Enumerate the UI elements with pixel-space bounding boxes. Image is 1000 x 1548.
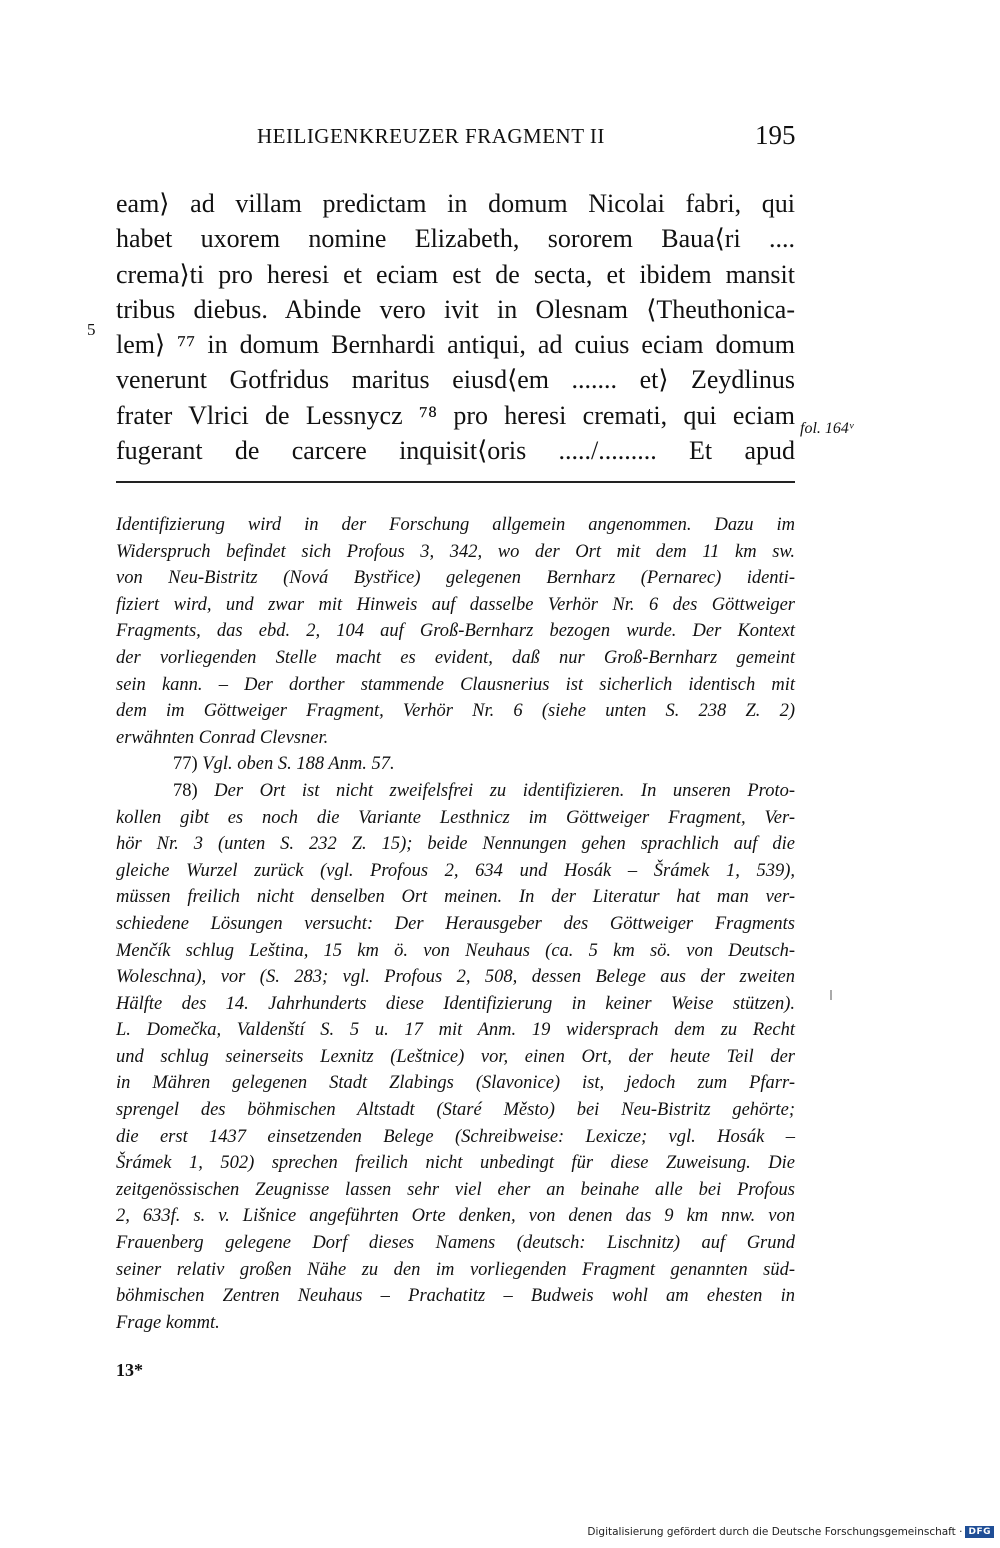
main-text-line: crema⟩ti pro heresi et eciam est de secta, et ibidem mansit: [116, 259, 795, 289]
footnote-line: dem im Göttweiger Fragment, Verhör Nr. 6 (siehe unten S. 238 Z. 2): [116, 701, 795, 722]
footnote-number: 77): [173, 754, 198, 775]
footnote-line: Identifizierung wird in der Forschung allgemein angenommen. Dazu im: [116, 515, 795, 535]
main-text-line: tribus diebus. Abinde vero ivit in Olesnam ⟨Theuthonica-: [116, 294, 795, 324]
footnote-line: Menčík schlug Leština, 15 km ö. von Neuhaus (ca. 5 km sö. von Deutsch-: [116, 940, 795, 961]
footnote-line: in Mähren gelegenen Stadt Zlabings (Slavonice) ist, jedoch zum Pfarr-: [116, 1073, 795, 1094]
main-text-line: frater Vlrici de Lessnycz ⁷⁸ pro heresi cremati, qui eciam: [116, 400, 795, 430]
footnote-line: gleiche Wurzel zurück (vgl. Profous 2, 634 und Hosák – Šrámek 1, 539),: [116, 860, 795, 881]
footer-credit: Digitalisierung gefördert durch die Deutsche Forschungsgemeinschaft ·: [587, 1526, 963, 1538]
signature-mark: 13*: [116, 1360, 143, 1380]
footnote-line: und schlug seinerseits Lexnitz (Leštnice) vor, einen Ort, der heute Teil der: [116, 1046, 795, 1067]
footnote-line: der vorliegenden Stelle macht es evident, daß nur Groß-Bernharz gemeint: [116, 647, 795, 668]
main-text-block: [116, 186, 795, 468]
footnote-line: Woleschna), vor (S. 283; vgl. Profous 2, 508, dessen Belege aus der zweiten: [116, 967, 795, 988]
footnote-text: Vgl. oben S. 188 Anm. 57.: [202, 754, 395, 775]
footnote-text: Der Ort ist nicht zweifelsfrei zu identifizieren. In unseren Proto-: [214, 780, 795, 801]
footnote-line: böhmischen Zentren Neuhaus – Prachatitz – Budweis wohl am ehesten in: [116, 1286, 795, 1307]
footnote-line: kollen gibt es noch die Variante Lesthnicz im Göttweiger Fragment, Ver-: [116, 807, 795, 828]
footnote-number: 78): [173, 780, 198, 801]
page-number: 195: [755, 120, 796, 150]
footnote-line: L. Domečka, Valdenští S. 5 u. 17 mit Anm. 19 widersprach dem zu Recht: [116, 1020, 795, 1041]
footnote-line: erwähnten Conrad Clevsner.: [116, 727, 329, 748]
folio-margin-note: fol. 164ᵛ: [800, 420, 854, 437]
footnote-line: zeitgenössischen Zeugnisse lassen sehr viel eher an beinahe alle bei Profous: [116, 1179, 795, 1200]
footnote-line: sein kann. – Der dorther stammende Clausnerius ist sicherlich identisch mit: [116, 674, 795, 695]
scan-speck: [830, 990, 832, 1000]
footnote-line: Widerspruch befindet sich Profous 3, 342, wo der Ort mit dem 11 km sw.: [116, 541, 795, 562]
footnote-line: schiedene Lösungen versucht: Der Herausgeber des Göttweiger Fragments: [116, 913, 795, 934]
footnote-line: hör Nr. 3 (unten S. 232 Z. 15); beide Nennungen gehen sprachlich auf die: [116, 834, 795, 855]
dfg-logo-icon: DFG: [965, 1526, 994, 1538]
line-number: 5: [87, 320, 96, 339]
footnote-line: die erst 1437 einsetzenden Belege (Schreibweise: Lexicze; vgl. Hosák –: [116, 1126, 795, 1147]
footnote-line: Hälfte des 14. Jahrhunderts diese Identifizierung in keiner Weise stützen).: [116, 993, 795, 1014]
footnote-separator: [116, 481, 795, 483]
footnote-line: Šrámek 1, 502) sprechen freilich nicht unbedingt für diese Zuweisung. Die: [116, 1153, 795, 1174]
footnote-line: Frauenberg gelegene Dorf dieses Namens (deutsch: Lischnitz) auf Grund: [116, 1233, 795, 1254]
footnote-line: Fragments, das ebd. 2, 104 auf Groß-Bernharz bezogen wurde. Der Kontext: [116, 621, 795, 642]
footnote-78-first-line: [116, 778, 795, 805]
running-head: HEILIGENKREUZER FRAGMENT II: [257, 124, 605, 148]
digitization-footer: [587, 1526, 994, 1538]
footnote-line: seiner relativ großen Nähe zu den im vorliegenden Fragment genannten süd-: [116, 1259, 795, 1280]
footnote-line: 2, 633f. s. v. Lišnice angeführten Orte denken, von denen das 9 km nnw. von: [116, 1206, 795, 1227]
footnote-line: fiziert wird, und zwar mit Hinweis auf dasselbe Verhör Nr. 6 des Göttweiger: [116, 594, 795, 615]
main-text-line: lem⟩ ⁷⁷ in domum Bernhardi antiqui, ad cuius eciam domum: [116, 330, 795, 360]
main-text-line: eam⟩ ad villam predictam in domum Nicolai fabri, qui: [116, 189, 795, 218]
main-text-line: habet uxorem nomine Elizabeth, sororem Baua⟨ri ....: [116, 224, 795, 254]
footnotes-block: [116, 512, 795, 1336]
main-text-line: fugerant de carcere inquisit⟨oris ...../......... Et apud: [116, 436, 795, 466]
main-text-line: venerunt Gotfridus maritus eiusd⟨em ....... et⟩ Zeydlinus: [116, 365, 795, 395]
footnote-line: von Neu-Bistritz (Nová Bystřice) gelegenen Bernharz (Pernarec) identi-: [116, 568, 795, 589]
footnote-line: müssen freilich nicht denselben Ort meinen. In der Literatur hat man ver-: [116, 887, 795, 908]
footnote-line: sprengel des böhmischen Altstadt (Staré Město) bei Neu-Bistritz gehörte;: [116, 1100, 795, 1121]
footnote-77: [116, 751, 795, 778]
footnote-line: Frage kommt.: [116, 1312, 220, 1333]
